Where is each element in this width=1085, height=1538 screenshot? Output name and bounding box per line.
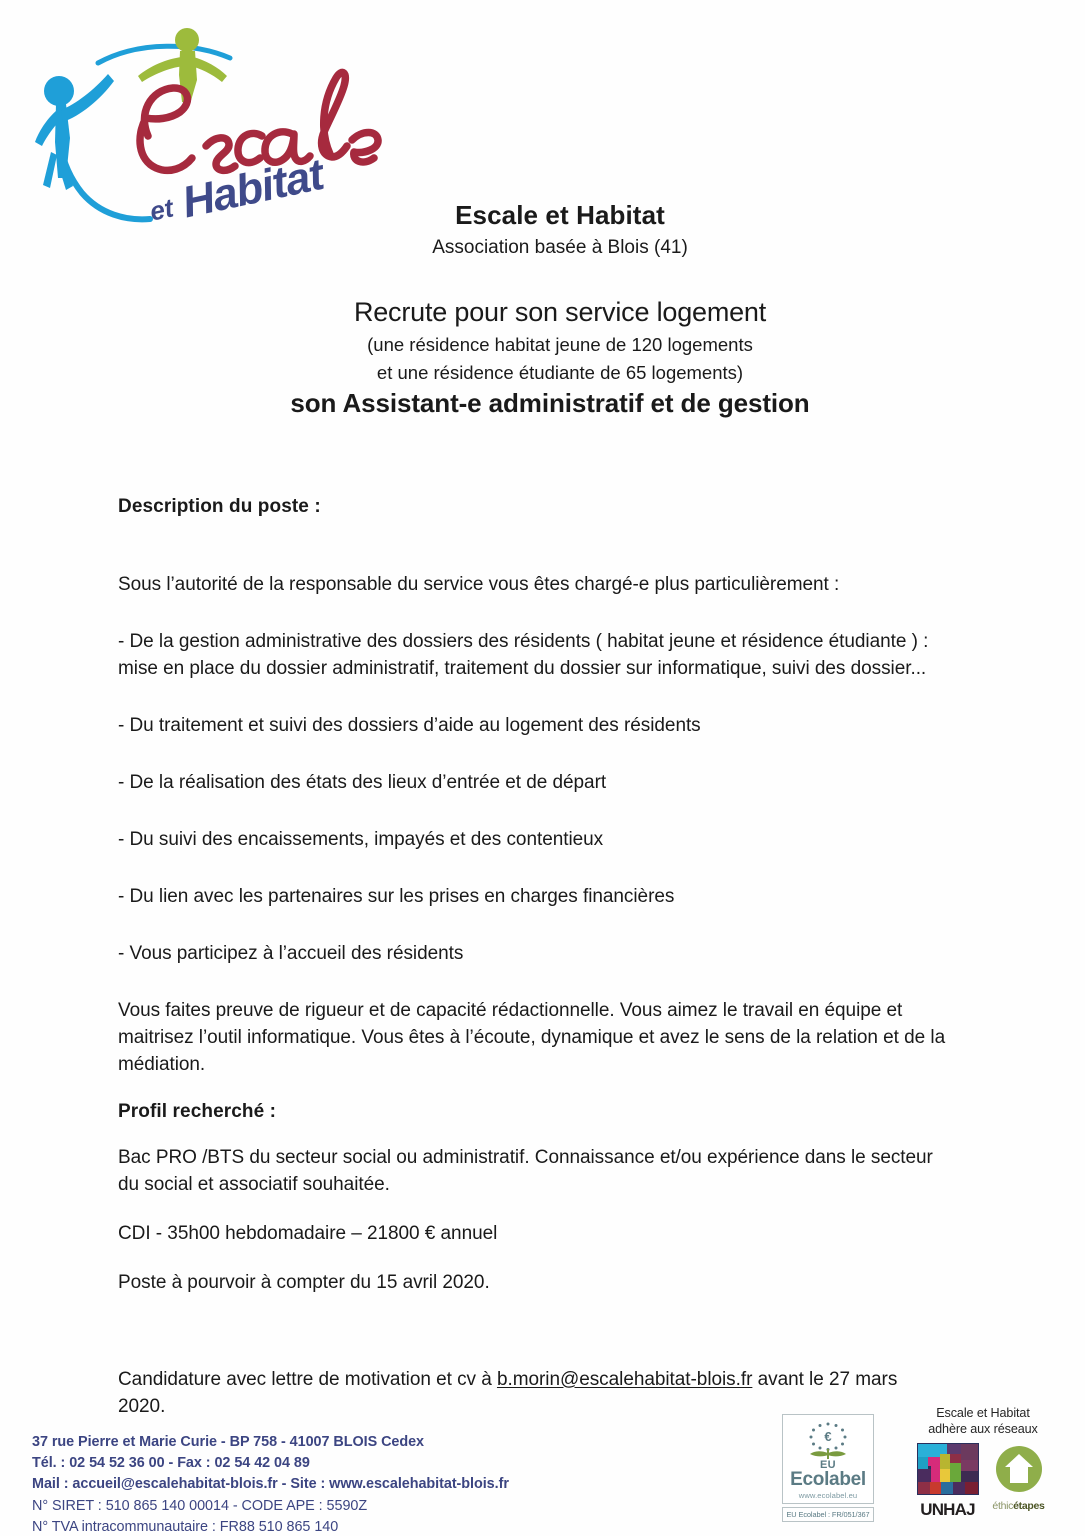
document-header bbox=[240, 200, 880, 386]
recruitment-detail-line-1: (une résidence habitat jeune de 120 logements bbox=[367, 333, 753, 355]
list-item: - Vous participez à l’accueil des résidents bbox=[118, 942, 464, 964]
document-body bbox=[118, 496, 948, 1420]
ethic-etapes-wordmark bbox=[988, 1501, 1050, 1512]
footer-mail-site: Mail : accueil@escalehabitat-blois.fr - Site : www.escalehabitat-blois.fr bbox=[32, 1476, 509, 1493]
list-item: - Du lien avec les partenaires sur les prises en charges financières bbox=[118, 885, 675, 907]
ecolabel-url-text: www.ecolabel.eu bbox=[798, 1491, 858, 1500]
list-item: - Du traitement et suivi des dossiers d’aide au logement des résidents bbox=[118, 714, 701, 736]
ecolabel-flower-icon bbox=[796, 1419, 860, 1459]
application-text-before: Candidature avec lettre de motivation et cv à bbox=[118, 1368, 497, 1390]
svg-text:et: et bbox=[147, 192, 176, 227]
networks-caption-line-1: Escale et Habitat bbox=[936, 1406, 1030, 1420]
networks-logo-row bbox=[908, 1443, 1058, 1519]
organisation-subtitle: Association basée à Blois (41) bbox=[432, 236, 688, 258]
intro-paragraph: Sous l’autorité de la responsable du service vous êtes chargé-e plus particulièrement : bbox=[118, 574, 840, 595]
application-paragraph bbox=[118, 1367, 948, 1421]
svg-text:Habitat: Habitat bbox=[178, 149, 328, 228]
list-item: - De la gestion administrative des dossiers des résidents ( habitat jeune et résidence étudiante ) : mise en place du dossier administratif, traitement du dossier sur informatique, suivi des dossier... bbox=[118, 630, 929, 679]
networks-caption-line-2: adhère aux réseaux bbox=[928, 1421, 1038, 1436]
ecolabel-name-text: Ecolabel bbox=[790, 1469, 866, 1490]
footer-tva: N° TVA intracommunautaire : FR88 510 865 140 bbox=[32, 1518, 339, 1535]
section-heading-description: Description du poste : bbox=[118, 496, 321, 517]
ethic-etapes-house-icon bbox=[995, 1445, 1043, 1493]
contract-line: CDI - 35h00 hebdomadaire – 21800 € annuel bbox=[118, 1222, 498, 1244]
ethic-word-bold: étapes bbox=[1013, 1500, 1045, 1513]
ethic-word-light: éthic bbox=[992, 1500, 1014, 1513]
unhaj-logo bbox=[917, 1443, 979, 1518]
section-heading-profile: Profil recherché : bbox=[118, 1100, 277, 1122]
list-item: - Du suivi des encaissements, impayés et des contentieux bbox=[118, 828, 604, 850]
svg-text:€: € bbox=[824, 1429, 832, 1444]
footer-address: 37 rue Pierre et Marie Curie - BP 758 - 41007 BLOIS Cedex bbox=[32, 1434, 425, 1450]
ethic-etapes-tagline bbox=[988, 1514, 1050, 1520]
qualities-paragraph: Vous faites preuve de rigueur et de capacité rédactionnelle. Vous aimez le travail en équipe et maitrisez l’outil informatique. Vous êtes à l’écoute, dynamique et avez le sens de la relation et de la médiation. bbox=[118, 999, 946, 1075]
footer-phone: Tél. : 02 54 52 36 00 - Fax : 02 54 42 04 89 bbox=[32, 1455, 310, 1472]
ethic-etapes-logo bbox=[988, 1443, 1050, 1519]
unhaj-mosaic-icon bbox=[917, 1443, 979, 1495]
footer-contact-block bbox=[32, 1432, 592, 1538]
recruitment-headline: Recrute pour son service logement bbox=[353, 297, 767, 328]
logo-artwork bbox=[30, 18, 410, 228]
eu-ecolabel-block bbox=[782, 1414, 874, 1522]
job-title: son Assistant-e administratif et de gestion bbox=[290, 388, 810, 418]
profile-paragraph: Bac PRO /BTS du secteur social ou administratif. Connaissance et/ou expérience dans le secteur du social et associatif souhaitée. bbox=[118, 1146, 933, 1195]
ecolabel-eu-text: EU bbox=[820, 1459, 836, 1471]
list-item: - De la réalisation des états des lieux d’entrée et de départ bbox=[118, 771, 607, 793]
footer-siret: N° SIRET : 510 865 140 00014 - CODE APE : 5590Z bbox=[32, 1497, 368, 1514]
organisation-name: Escale et Habitat bbox=[455, 200, 665, 230]
ecolabel-certificate-number: EU Ecolabel : FR/051/367 bbox=[782, 1507, 874, 1522]
ecolabel-box bbox=[782, 1414, 874, 1504]
networks-block bbox=[908, 1406, 1058, 1519]
application-email-link[interactable]: b.morin@escalehabitat-blois.fr bbox=[496, 1368, 753, 1390]
application-text-after: avant le 27 mars 2020. bbox=[118, 1368, 898, 1417]
start-date-line: Poste à pourvoir à compter du 15 avril 2020. bbox=[118, 1271, 490, 1293]
escale-et-habitat-logo bbox=[30, 18, 410, 228]
recruitment-detail-line-2: et une résidence étudiante de 65 logements) bbox=[376, 362, 744, 384]
duties-list bbox=[118, 629, 948, 968]
unhaj-wordmark: UNHAJ bbox=[920, 1500, 975, 1520]
